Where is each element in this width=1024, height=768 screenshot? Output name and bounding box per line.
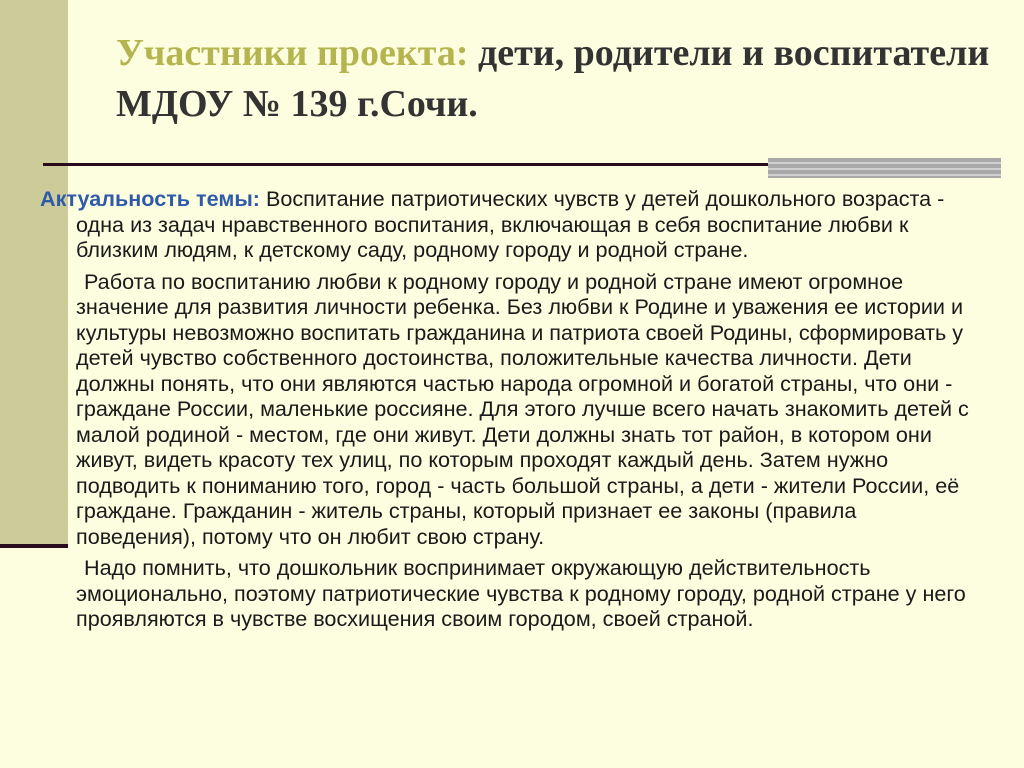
relevance-label: Актуальность темы:	[40, 186, 260, 211]
paragraph-work: Работа по воспитанию любви к родному городу и родной стране имеют огромное значение для развития личности ребенка. Без любви к Родине и уважения ее истории и культуры невозможно воспитать гражданина и патриота своей Родины, сформировать у детей чувство собственного достоинства, положительные качества личности. Дети должны понять, что они являются частью народа огромной и богатой страны, что они - граждане России, маленькие россияне. Для этого лучше всего начать знакомить детей с малой родиной - местом, где они живут. Дети должны знать тот район, в котором они живут, видеть красоту тех улиц, по которым проходят каждый день. Затем нужно подводить к пониманию того, город - часть большой страны, а дети - жители России, её граждане. Гражданин - житель страны, который признает ее законы (правила поведения), потому что он любит свою страну.	[76, 268, 969, 549]
relevance-text: Воспитание патриотических чувств у детей дошкольного возраста - одна из задач нравственного воспитания, включающая в себя воспитание любви к близким людям, к детскому саду, родному городу и родной стране.	[76, 186, 945, 262]
slide-title	[116, 28, 996, 130]
title-lead: Участники проекта:	[116, 32, 469, 74]
slide-body	[40, 186, 975, 632]
paragraph-remember: Надо помнить, что дошкольник воспринимает окружающую действительность эмоционально, поэтому патриотические чувства к родному городу, родной стране у него проявляются в чувстве восхищения своим городом, своей страной.	[76, 555, 966, 631]
title-divider	[43, 163, 768, 166]
title-rest: дети, родители и воспитатели МДОУ № 139 г.Сочи.	[116, 32, 990, 125]
paragraph-relevance	[40, 186, 975, 263]
divider-accent-block	[768, 158, 1001, 178]
